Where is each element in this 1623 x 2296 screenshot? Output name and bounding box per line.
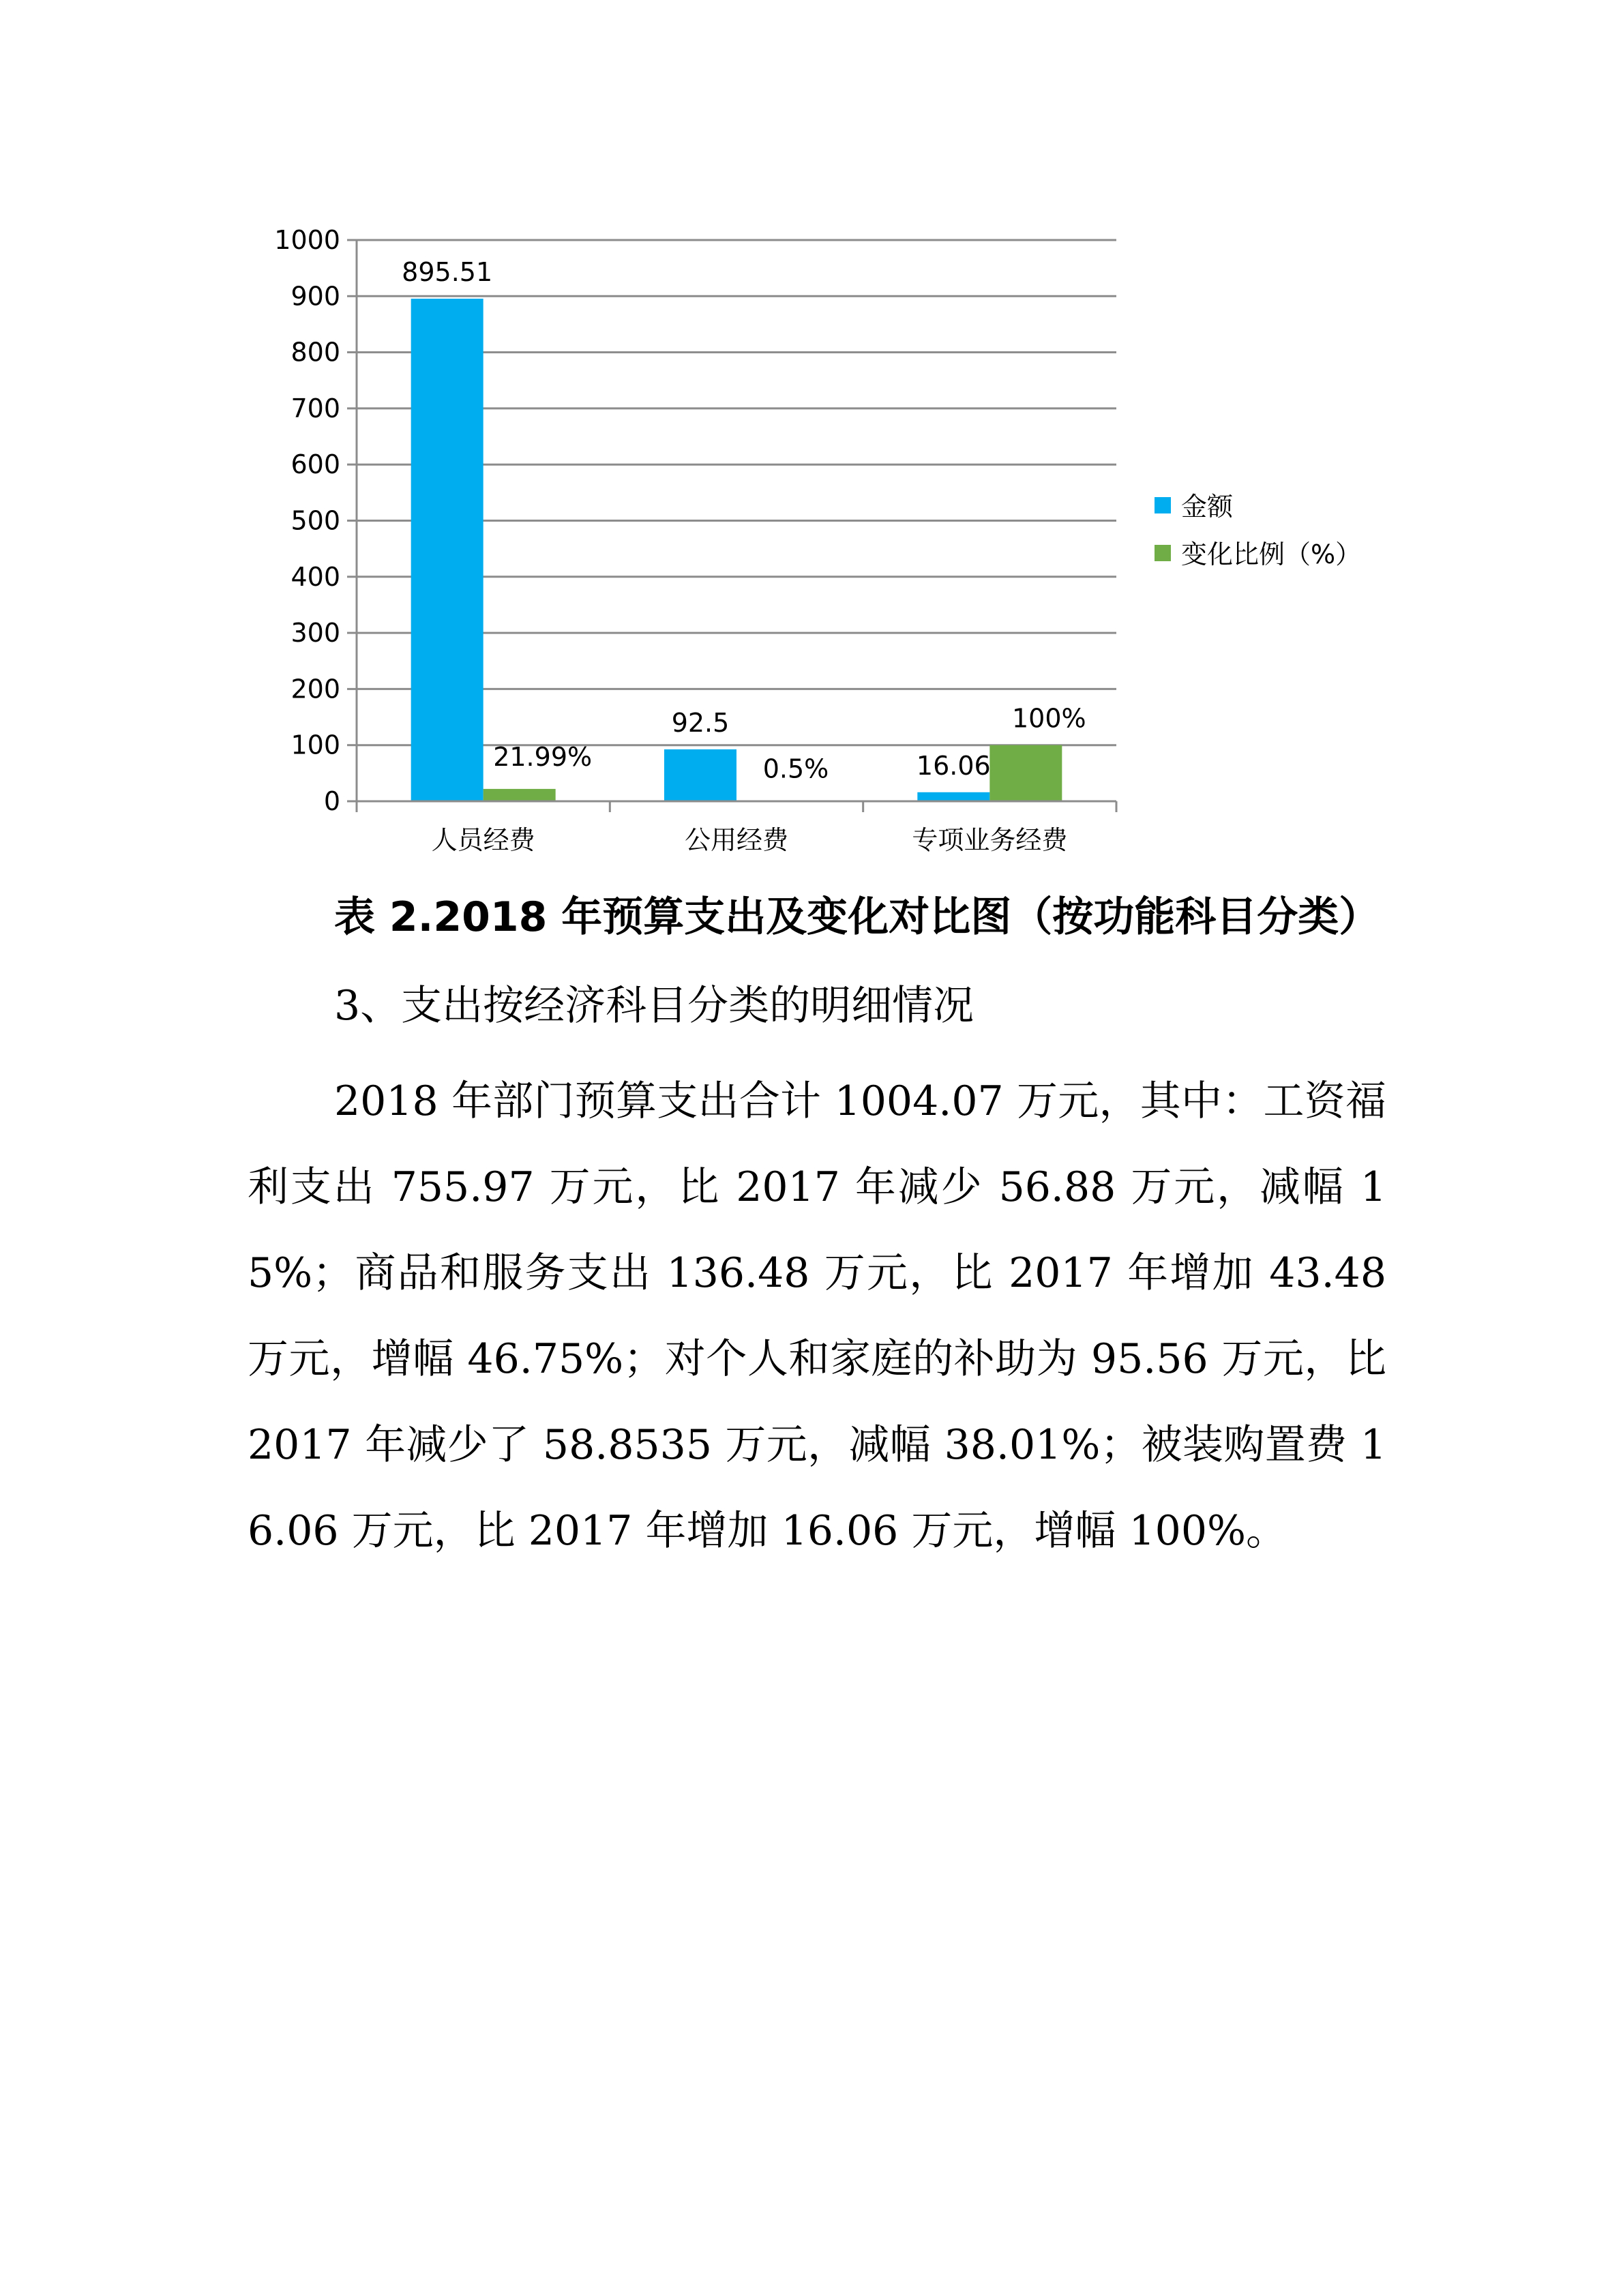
x-category-label: 公用经费 — [684, 825, 789, 855]
y-tick-label: 900 — [291, 281, 340, 312]
section-heading: 3、支出按经济科目分类的明细情况 — [334, 982, 974, 1030]
data-label: 21.99% — [493, 741, 593, 772]
x-category-label: 专项业务经费 — [912, 825, 1068, 855]
legend-label: 金额 — [1181, 492, 1234, 522]
y-tick-label: 400 — [291, 561, 340, 592]
chart-bars — [411, 299, 1062, 801]
data-label: 0.5% — [762, 754, 829, 784]
legend-swatch — [1155, 497, 1171, 513]
chart-legend — [1155, 492, 1361, 569]
bar-chart — [0, 0, 1623, 873]
data-label: 92.5 — [671, 707, 730, 738]
data-label: 895.51 — [402, 256, 493, 287]
y-tick-label: 0 — [323, 786, 340, 816]
chart-labels — [402, 257, 1086, 855]
chart-caption: 表 2.2018 年预算支出及变化对比图（按功能科目分类） — [334, 893, 1380, 941]
bar-amount — [411, 299, 483, 801]
data-label: 16.06 — [916, 750, 991, 781]
y-tick-label: 1000 — [274, 225, 340, 255]
x-category-label: 人员经费 — [431, 825, 535, 855]
legend-swatch — [1155, 545, 1171, 561]
legend-label: 变化比例（%） — [1181, 539, 1362, 569]
y-tick-label: 600 — [291, 449, 340, 480]
y-tick-label: 500 — [291, 505, 340, 536]
y-tick-label: 300 — [291, 618, 340, 648]
y-tick-label: 100 — [291, 730, 340, 760]
bar-change-ratio — [483, 789, 556, 801]
y-tick-label: 700 — [291, 393, 340, 423]
y-tick-label: 200 — [291, 674, 340, 704]
bar-amount — [917, 792, 989, 801]
y-tick-label: 800 — [291, 337, 340, 368]
bar-amount — [664, 749, 736, 801]
body-paragraph: 2018 年部门预算支出合计 1004.07 万元，其中：工资福利支出 755.97 万元，比 2017 年减少 56.88 万元，减幅 15%；商品和服务支出 136.48 万元，比 2017 年增加 43.48 万元，增幅 46.75%；对个人和家庭的补助为 95.56 万元，比 2017 年减少了 58.8535 万元，减幅 38.01%；被装购置费 16.06 万元，比 2017 年增加 16.06 万元，增幅 100%。 — [248, 1077, 1386, 1555]
data-label: 100% — [1012, 703, 1086, 734]
bar-change-ratio — [989, 745, 1062, 801]
